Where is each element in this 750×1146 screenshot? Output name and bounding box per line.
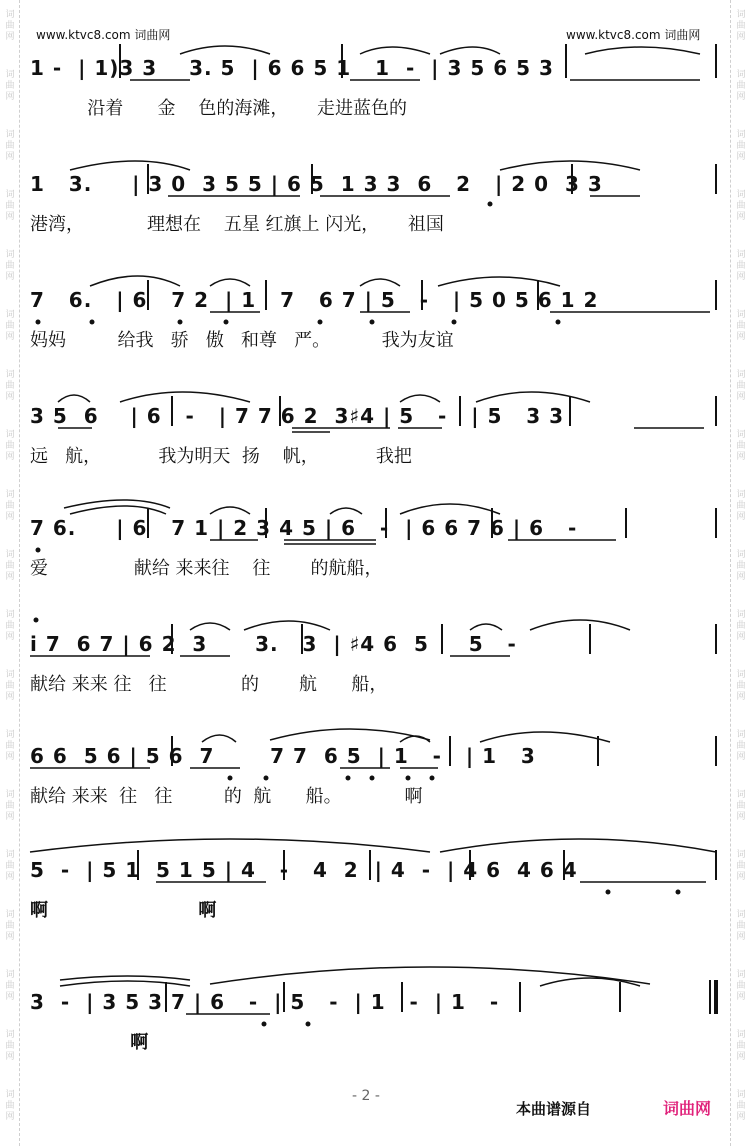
- notes-line-5: 7 6. | 6 7 1 | 2 3 4 5 | 6 - | 6 6 7 6 | 6 -: [30, 516, 578, 540]
- watermark-glyphs: 词 曲 网: [736, 430, 746, 462]
- page-number: - 2 -: [352, 1088, 380, 1104]
- watermark-glyphs: 词 曲 网: [736, 1090, 746, 1122]
- lyrics-line-2: 港湾， 理想在 五星 红旗上 闪光， 祖国: [30, 214, 444, 235]
- watermark-glyphs: 词 曲 网: [736, 490, 746, 522]
- lyrics-line-4: 远 航， 我为明天 扬 帆， 我把: [30, 446, 412, 467]
- watermark-glyphs: 词 曲 网: [736, 670, 746, 702]
- watermark-glyphs: 词 曲 网: [736, 790, 746, 822]
- watermark-glyphs: 词 曲 网: [736, 1030, 746, 1062]
- watermark-glyphs: 词 曲 网: [5, 1030, 15, 1062]
- watermark-glyphs: 词 曲 网: [736, 250, 746, 282]
- watermark-glyphs: 词 曲 网: [736, 970, 746, 1002]
- notes-line-6: i 7 6 7 | 6 2 3 3. 3 | ♯4 6 5 5 -: [30, 632, 517, 656]
- watermark-glyphs: 词 曲 网: [736, 310, 746, 342]
- watermark-glyphs: 词 曲 网: [5, 250, 15, 282]
- watermark-glyphs: 词 曲 网: [736, 850, 746, 882]
- right-watermark-strip: [730, 0, 750, 1146]
- watermark-glyphs: 词 曲 网: [5, 670, 15, 702]
- left-watermark-strip: [0, 0, 20, 1146]
- watermark-glyphs: 词 曲 网: [5, 310, 15, 342]
- lyrics-line-5: 爱 献给 来来往 往 的航船，: [30, 558, 383, 579]
- watermark-glyphs: 词 曲 网: [5, 730, 15, 762]
- lyrics-line-8: 啊 啊: [30, 900, 217, 921]
- watermark-glyphs: 词 曲 网: [5, 190, 15, 222]
- notes-line-9: 3 - | 3 5 3 7 | 6 - | 5 - | 1 - | 1 -: [30, 990, 500, 1014]
- watermark-glyphs: 词 曲 网: [5, 1090, 15, 1122]
- lyrics-line-1: 沿着 金 色的海滩， 走进蓝色的: [30, 98, 408, 119]
- watermark-glyphs: 词 曲 网: [5, 790, 15, 822]
- notes-line-4: 3 5 6 | 6 - | 7 7 6 2 3♯4 | 5 - | 5 3 3: [30, 404, 565, 428]
- watermark-glyphs: 词 曲 网: [5, 850, 15, 882]
- watermark-glyphs: 词 曲 网: [5, 910, 15, 942]
- watermark-glyphs: 词 曲 网: [5, 370, 15, 402]
- watermark-glyphs: 词 曲 网: [5, 70, 15, 102]
- watermark-glyphs: 词 曲 网: [736, 130, 746, 162]
- watermark-glyphs: 词 曲 网: [5, 10, 15, 42]
- watermark-glyphs: 词 曲 网: [736, 730, 746, 762]
- watermark-glyphs: 词 曲 网: [736, 550, 746, 582]
- watermark-glyphs: 词 曲 网: [5, 610, 15, 642]
- lyrics-line-9: 啊: [30, 1032, 149, 1053]
- watermark-glyphs: 词 曲 网: [5, 130, 15, 162]
- watermark-glyphs: 词 曲 网: [736, 370, 746, 402]
- notes-line-3: 7 6. | 6 7 2 | 1 7 6 7 | 5 - | 5 0 5 6 1 2: [30, 288, 599, 312]
- notes-line-8: 5 - | 5 1 5 1 5 | 4 - 4 2 | 4 - | 4 6 4 6 4: [30, 858, 578, 882]
- notes-line-7: 6 6 5 6 | 5 6 7 7 7 6 5 | 1 - | 1 3: [30, 744, 536, 768]
- header-site-left: www.ktvc8.com 词曲网: [36, 28, 171, 42]
- watermark-glyphs: 词 曲 网: [736, 910, 746, 942]
- watermark-glyphs: 词 曲 网: [736, 10, 746, 42]
- source-label: 本曲谱源自: [516, 1100, 592, 1118]
- lyrics-line-6: 献给 来来 往 往 的 航 船，: [30, 674, 388, 695]
- watermark-glyphs: 词 曲 网: [5, 490, 15, 522]
- watermark-glyphs: 词 曲 网: [5, 970, 15, 1002]
- watermark-glyphs: 词 曲 网: [5, 550, 15, 582]
- watermark-glyphs: 词 曲 网: [736, 610, 746, 642]
- watermark-glyphs: 词 曲 网: [736, 190, 746, 222]
- watermark-glyphs: 词 曲 网: [5, 430, 15, 462]
- lyrics-line-3: 妈妈 给我 骄 傲 和尊 严。 我为友谊: [30, 330, 454, 351]
- header-site-right: www.ktvc8.com 词曲网: [566, 28, 701, 42]
- watermark-glyphs: 词 曲 网: [736, 70, 746, 102]
- lyrics-line-7: 献给 来来 往 往 的 航 船。 啊: [30, 786, 423, 807]
- notes-line-1: 1 - | 1)3 3 3. 5 | 6 6 5 1 1 - | 3 5 6 5 3: [30, 56, 554, 80]
- source-site-logo: 词曲网: [663, 1099, 712, 1118]
- notes-line-2: 1 3. | 3 0 3 5 5 | 6 5 1 3 3 6 2 | 2 0 3 3: [30, 172, 603, 196]
